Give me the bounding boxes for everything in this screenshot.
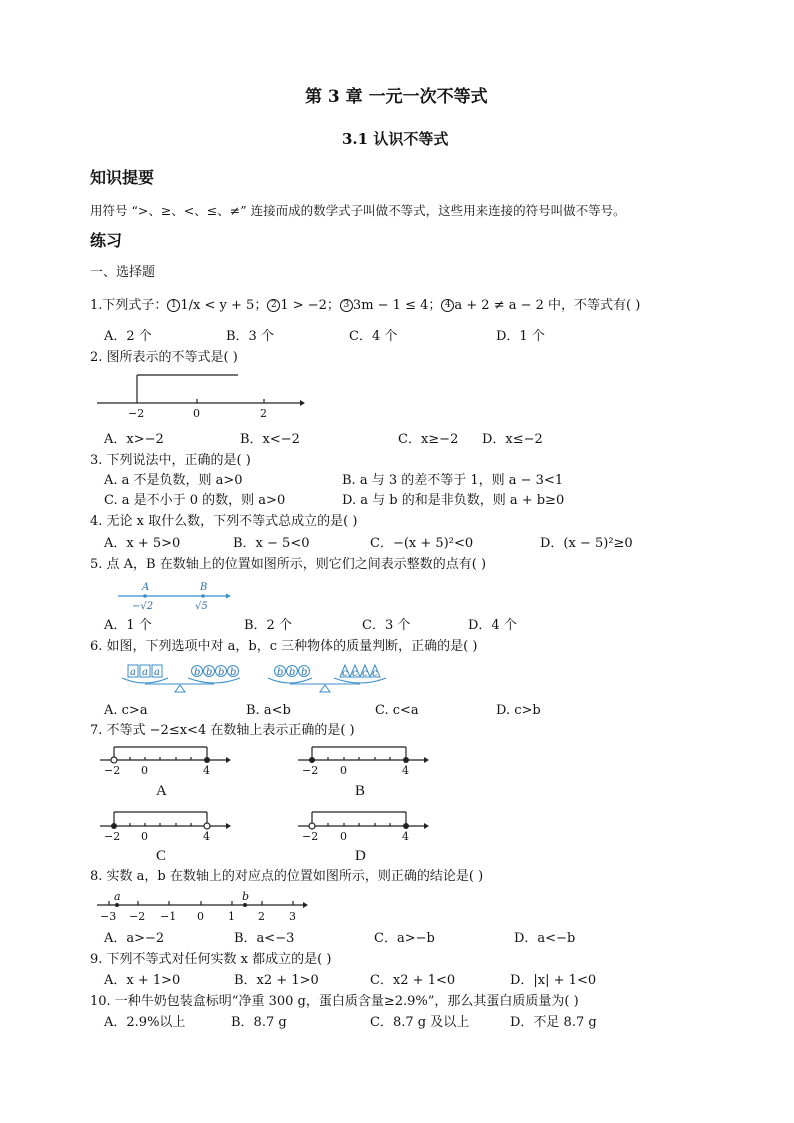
multiple-choice-heading: 一、选择题 [90, 265, 156, 280]
question-5-stem: 5. 点 A，B 在数轴上的位置如图所示，则它们之间表示整数的点有( ) [90, 557, 487, 572]
svg-text:a: a [154, 667, 160, 678]
q8-point-a [115, 903, 119, 907]
q1-prefix: 1.下列式子： [90, 298, 168, 313]
q5-option-c[interactable]: C．3 个 [362, 618, 411, 633]
question-4-stem: 4. 无论 x 取什么数，下列不等式总成立的是( ) [90, 514, 358, 529]
q8-option-c[interactable]: C．a>−b [374, 931, 435, 946]
q8-tick-label-neg1: −1 [160, 910, 177, 923]
svg-text:b: b [194, 667, 201, 678]
q4-option-c[interactable]: C．−(x + 5)²<0 [370, 536, 474, 551]
q6-option-c[interactable]: C. c<a [375, 703, 419, 718]
circled-1-icon: 1 [167, 299, 180, 312]
q1-option-b[interactable]: B．3 个 [226, 329, 274, 344]
svg-text:4: 4 [402, 830, 409, 843]
circled-2-icon: 2 [267, 299, 280, 312]
q6-option-d[interactable]: D. c>b [496, 703, 541, 718]
svg-text:A: A [156, 783, 167, 799]
q10-option-d[interactable]: D．不足 8.7 g [510, 1015, 597, 1030]
q5-label-b: B [200, 582, 208, 593]
chapter-title: 第 3 章 一元一次不等式 [305, 87, 488, 107]
q2-option-a[interactable]: A．x>−2 [104, 432, 164, 447]
q1-option-c[interactable]: C．4 个 [349, 329, 398, 344]
q8-tick-label-2: 2 [258, 910, 265, 923]
q2-option-d[interactable]: D．x≤−2 [482, 432, 543, 447]
q9-option-c[interactable]: C．x2 + 1<0 [370, 973, 456, 988]
question-8-stem: 8. 实数 a，b 在数轴上的对应点的位置如图所示，则正确的结论是( ) [90, 869, 484, 884]
q8-arrow-icon [303, 902, 308, 908]
q6-option-a[interactable]: A. c>a [104, 703, 148, 718]
q4-option-a[interactable]: A．x + 5>0 [104, 536, 181, 551]
svg-text:b: b [301, 667, 308, 678]
svg-text:D: D [355, 848, 366, 864]
question-9-stem: 9. 下列不等式对任何实数 x 都成立的是( ) [90, 952, 332, 967]
q8-option-d[interactable]: D．a<−b [514, 931, 576, 946]
q10-option-a[interactable]: A．2.9%以上 [104, 1015, 186, 1030]
svg-text:4: 4 [203, 830, 210, 843]
svg-text:−2: −2 [302, 764, 319, 777]
svg-text:C: C [156, 848, 167, 864]
q3-option-c[interactable]: C. a 是不小于 0 的数，则 a>0 [104, 493, 286, 508]
q8-tick-label-3: 3 [289, 910, 296, 923]
svg-text:−2: −2 [104, 830, 121, 843]
q8-tick-label-neg2: −2 [129, 910, 146, 923]
practice-heading: 练习 [90, 231, 123, 250]
section-title: 3.1 认识不等式 [342, 130, 449, 148]
q2-option-c[interactable]: C．x≥−2 [398, 432, 459, 447]
knowledge-heading: 知识提要 [90, 168, 155, 187]
q9-option-b[interactable]: B．x2 + 1>0 [234, 973, 319, 988]
q1-item-1: 1/x < y + 5； [180, 298, 268, 313]
q8-tick-label-0: 0 [197, 910, 204, 923]
circled-4-icon: 4 [441, 299, 454, 312]
q8-label-a: a [114, 890, 121, 903]
q8-tick-label-1: 1 [228, 910, 235, 923]
svg-text:c: c [362, 668, 368, 679]
q9-option-a[interactable]: A．x + 1>0 [104, 973, 181, 988]
q1-item-2: 1 > −2； [280, 298, 340, 313]
q3-option-d[interactable]: D. a 与 b 的和是非负数，则 a + b≥0 [342, 493, 565, 508]
q1-item-4: a + 2 ≠ a − 2 [454, 298, 544, 313]
q8-point-b [243, 903, 247, 907]
question-10-stem: 10. 一种牛奶包装盒标明“净重 300 g，蛋白质含量≥2.9%”，那么其蛋白质质量为( ) [90, 994, 579, 1009]
q2-tick-label-2: 2 [260, 407, 267, 420]
question-7-stem: 7. 不等式 −2≤x<4 在数轴上表示正确的是( ) [90, 723, 355, 738]
svg-text:c: c [342, 668, 348, 679]
svg-text:4: 4 [203, 764, 210, 777]
q1-item-3: 3m − 1 ≤ 4； [352, 298, 442, 313]
q5-option-b[interactable]: B．2 个 [244, 618, 292, 633]
svg-text:b: b [277, 667, 284, 678]
q8-option-a[interactable]: A．a>−2 [104, 931, 165, 946]
q5-value-a: −√2 [132, 601, 154, 612]
q8-tick-label-neg3: −3 [100, 910, 117, 923]
svg-text:b: b [230, 667, 237, 678]
question-2-stem: 2. 图所表示的不等式是( ) [90, 350, 238, 365]
q10-option-b[interactable]: B．8.7 g [231, 1015, 287, 1030]
circled-3-icon: 3 [340, 299, 353, 312]
question-3-stem: 3. 下列说法中，正确的是( ) [90, 453, 251, 468]
question-6-stem: 6. 如图，下列选项中对 a，b，c 三种物体的质量判断，正确的是( ) [90, 639, 478, 654]
q2-option-b[interactable]: B．x<−2 [240, 432, 300, 447]
svg-text:c: c [372, 668, 378, 679]
q5-value-b: √5 [195, 601, 208, 612]
svg-text:0: 0 [340, 830, 347, 843]
svg-text:−2: −2 [302, 830, 319, 843]
svg-text:b: b [289, 667, 296, 678]
svg-text:c: c [352, 668, 358, 679]
svg-text:b: b [206, 667, 213, 678]
q4-option-d[interactable]: D．(x − 5)²≥0 [540, 536, 633, 551]
svg-text:a: a [142, 667, 148, 678]
svg-text:B: B [355, 783, 366, 799]
q2-tick-label-0: 0 [193, 407, 200, 420]
q1-suffix: 中，不等式有( ) [543, 298, 641, 313]
q2-tick-label-neg2: −2 [128, 407, 145, 420]
svg-text:−2: −2 [104, 764, 121, 777]
q3-option-b[interactable]: B. a 与 3 的差不等于 1，则 a − 3<1 [342, 473, 564, 488]
q5-option-d[interactable]: D．4 个 [468, 618, 517, 633]
q6-option-b[interactable]: B. a<b [246, 703, 291, 718]
q10-option-c[interactable]: C．8.7 g 及以上 [370, 1015, 470, 1030]
svg-text:0: 0 [141, 764, 148, 777]
q8-label-b: b [242, 890, 250, 903]
svg-text:0: 0 [340, 764, 347, 777]
svg-text:a: a [130, 667, 136, 678]
q3-option-a[interactable]: A. a 不是负数，则 a>0 [104, 473, 243, 488]
q5-label-a: A [142, 582, 150, 593]
svg-text:b: b [218, 667, 225, 678]
q8-option-b[interactable]: B．a<−3 [234, 931, 295, 946]
q4-option-b[interactable]: B．x − 5<0 [233, 536, 310, 551]
svg-text:4: 4 [402, 764, 409, 777]
q1-option-a[interactable]: A．2 个 [104, 329, 152, 344]
knowledge-text: 用符号 “>、≥、<、≤、≠” 连接而成的数学式子叫做不等式，这些用来连接的符号叫做不等号。 [90, 203, 626, 218]
q1-option-d[interactable]: D．1 个 [496, 329, 545, 344]
svg-text:0: 0 [141, 830, 148, 843]
q5-option-a[interactable]: A．1 个 [104, 618, 152, 633]
q9-option-d[interactable]: D．|x| + 1<0 [510, 973, 597, 988]
